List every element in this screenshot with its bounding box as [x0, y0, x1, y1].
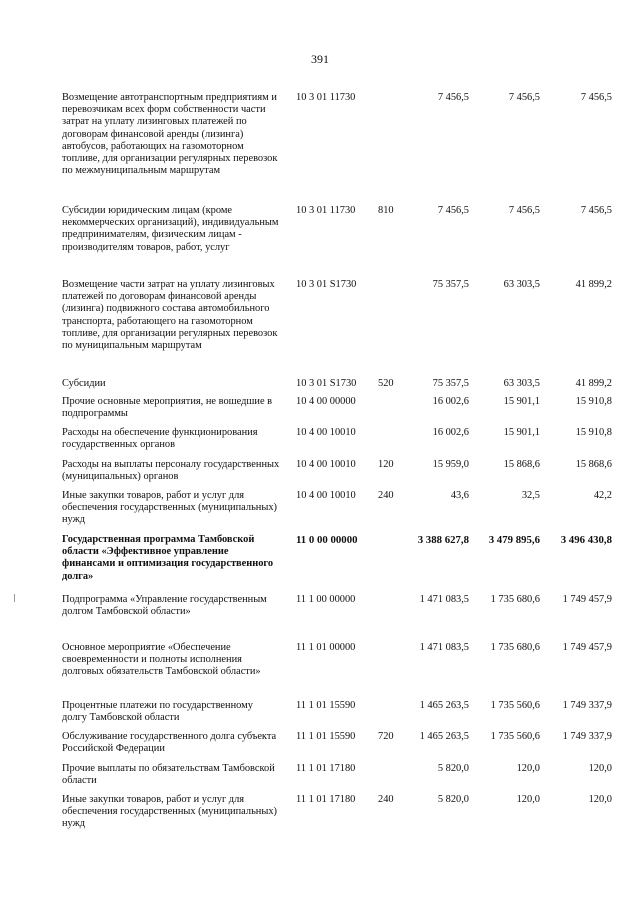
row-name: Расходы на обеспечение функционирования государственных органов [62, 427, 258, 451]
row-code: 11 1 01 17180 [296, 794, 356, 805]
amount-2021: 7 456,5 [580, 205, 612, 216]
row-name: Возмещение автотранспортным предприятиям и перевозчикам всех форм собственности части затрат на уплату лизинговых платежей по договорам финансовой аренды (лизинга) автобусов, работающих на газомоторном топливе, для организации регулярных перевозок по межмуниципальным маршрутам [62, 92, 278, 177]
amount-2019: 43,6 [450, 490, 469, 501]
amount-2019: 16 002,6 [432, 396, 469, 407]
row-name: Подпрограмма «Управление государственным долгом Тамбовской области» [62, 594, 267, 618]
row-name: Иные закупки товаров, работ и услуг для обеспечения государственных (муниципальных) нужд [62, 490, 278, 526]
row-code: 10 4 00 00000 [296, 396, 356, 407]
row-code: 10 3 01 11730 [296, 205, 356, 216]
row-type: 520 [378, 378, 394, 389]
amount-2019: 16 002,6 [432, 427, 469, 438]
row-code: 11 1 01 17180 [296, 763, 356, 774]
amount-2021: 15 910,8 [575, 396, 612, 407]
amount-2021: 3 496 430,8 [560, 534, 612, 546]
row-code: 10 3 01 S1730 [296, 378, 357, 389]
amount-2019: 3 388 627,8 [417, 534, 469, 546]
amount-2020: 63 303,5 [503, 378, 540, 389]
row-code: 10 3 01 S1730 [296, 279, 357, 290]
amount-2019: 1 471 083,5 [419, 594, 469, 605]
amount-2021: 41 899,2 [575, 378, 612, 389]
amount-2020: 15 901,1 [503, 396, 540, 407]
amount-2019: 7 456,5 [437, 205, 469, 216]
amount-2019: 1 471 083,5 [419, 642, 469, 653]
amount-2021: 15 868,6 [575, 459, 612, 470]
amount-2019: 1 465 263,5 [419, 700, 469, 711]
row-code: 11 1 01 00000 [296, 642, 356, 653]
row-code: 10 4 00 10010 [296, 459, 356, 470]
amount-2021: 42,2 [593, 490, 612, 501]
amount-2020: 63 303,5 [503, 279, 540, 290]
row-name: Субсидии [62, 378, 106, 389]
row-type: 240 [378, 794, 394, 805]
row-code: 11 1 01 15590 [296, 731, 356, 742]
amount-2019: 5 820,0 [437, 794, 469, 805]
row-name: Государственная программа Тамбовской области «Эффективное управление финансами и оптимизация государственного долга» [62, 534, 274, 582]
amount-2019: 15 959,0 [432, 459, 469, 470]
row-type: 720 [378, 731, 394, 742]
amount-2019: 7 456,5 [437, 92, 469, 103]
amount-2020: 15 901,1 [503, 427, 540, 438]
row-code: 11 1 00 00000 [296, 594, 356, 605]
row-code: 11 1 01 15590 [296, 700, 356, 711]
row-type: 240 [378, 490, 394, 501]
amount-2020: 1 735 680,6 [490, 642, 540, 653]
row-code: 11 0 00 00000 [296, 534, 358, 546]
amount-2021: 1 749 337,9 [562, 731, 612, 742]
page-number: 391 [311, 52, 329, 66]
amount-2020: 120,0 [516, 794, 540, 805]
amount-2021: 1 749 457,9 [562, 642, 612, 653]
amount-2020: 3 479 895,6 [488, 534, 540, 546]
amount-2020: 1 735 560,6 [490, 731, 540, 742]
amount-2021: 120,0 [588, 763, 612, 774]
amount-2020: 1 735 680,6 [490, 594, 540, 605]
amount-2020: 120,0 [516, 763, 540, 774]
row-name: Процентные платежи по государственному долгу Тамбовской области [62, 700, 253, 724]
amount-2021: 120,0 [588, 794, 612, 805]
amount-2020: 32,5 [521, 490, 540, 501]
row-name: Обслуживание государственного долга субъекта Российской Федерации [62, 731, 277, 755]
row-name: Иные закупки товаров, работ и услуг для обеспечения государственных (муниципальных) нужд [62, 794, 278, 830]
amount-2019: 75 357,5 [432, 378, 469, 389]
row-name: Прочие основные мероприятия, не вошедшие в подпрограммы [62, 396, 273, 420]
amount-2020: 7 456,5 [508, 205, 540, 216]
amount-2021: 41 899,2 [575, 279, 612, 290]
amount-2021: 15 910,8 [575, 427, 612, 438]
amount-2019: 1 465 263,5 [419, 731, 469, 742]
row-code: 10 4 00 10010 [296, 427, 356, 438]
margin-mark [14, 594, 15, 602]
row-type: 810 [378, 205, 394, 216]
amount-2021: 1 749 457,9 [562, 594, 612, 605]
amount-2019: 75 357,5 [432, 279, 469, 290]
amount-2020: 1 735 560,6 [490, 700, 540, 711]
row-name: Прочие выплаты по обязательствам Тамбовской области [62, 763, 275, 787]
row-name: Возмещение части затрат на уплату лизинговых платежей по договорам финансовой аренды (лизинга) подвижного состава автомобильного транспорта, работающего на газомоторном топливе, для организации регулярных перевозок по муниципальным маршрутам [62, 279, 278, 352]
row-name: Основное мероприятие «Обеспечение своевременности и полноты исполнения долговых обязательств Тамбовской области» [62, 642, 261, 678]
row-name: Расходы на выплаты персоналу государственных (муниципальных) органов [62, 459, 280, 483]
amount-2019: 5 820,0 [437, 763, 469, 774]
amount-2021: 7 456,5 [580, 92, 612, 103]
row-code: 10 4 00 10010 [296, 490, 356, 501]
row-type: 120 [378, 459, 394, 470]
amount-2020: 15 868,6 [503, 459, 540, 470]
amount-2021: 1 749 337,9 [562, 700, 612, 711]
row-name: Субсидии юридическим лицам (кроме некоммерческих организаций), индивидуальным предпринимателям, физическим лицам - производителям товаров, работ, услуг [62, 205, 279, 253]
row-code: 10 3 01 11730 [296, 92, 356, 103]
amount-2020: 7 456,5 [508, 92, 540, 103]
